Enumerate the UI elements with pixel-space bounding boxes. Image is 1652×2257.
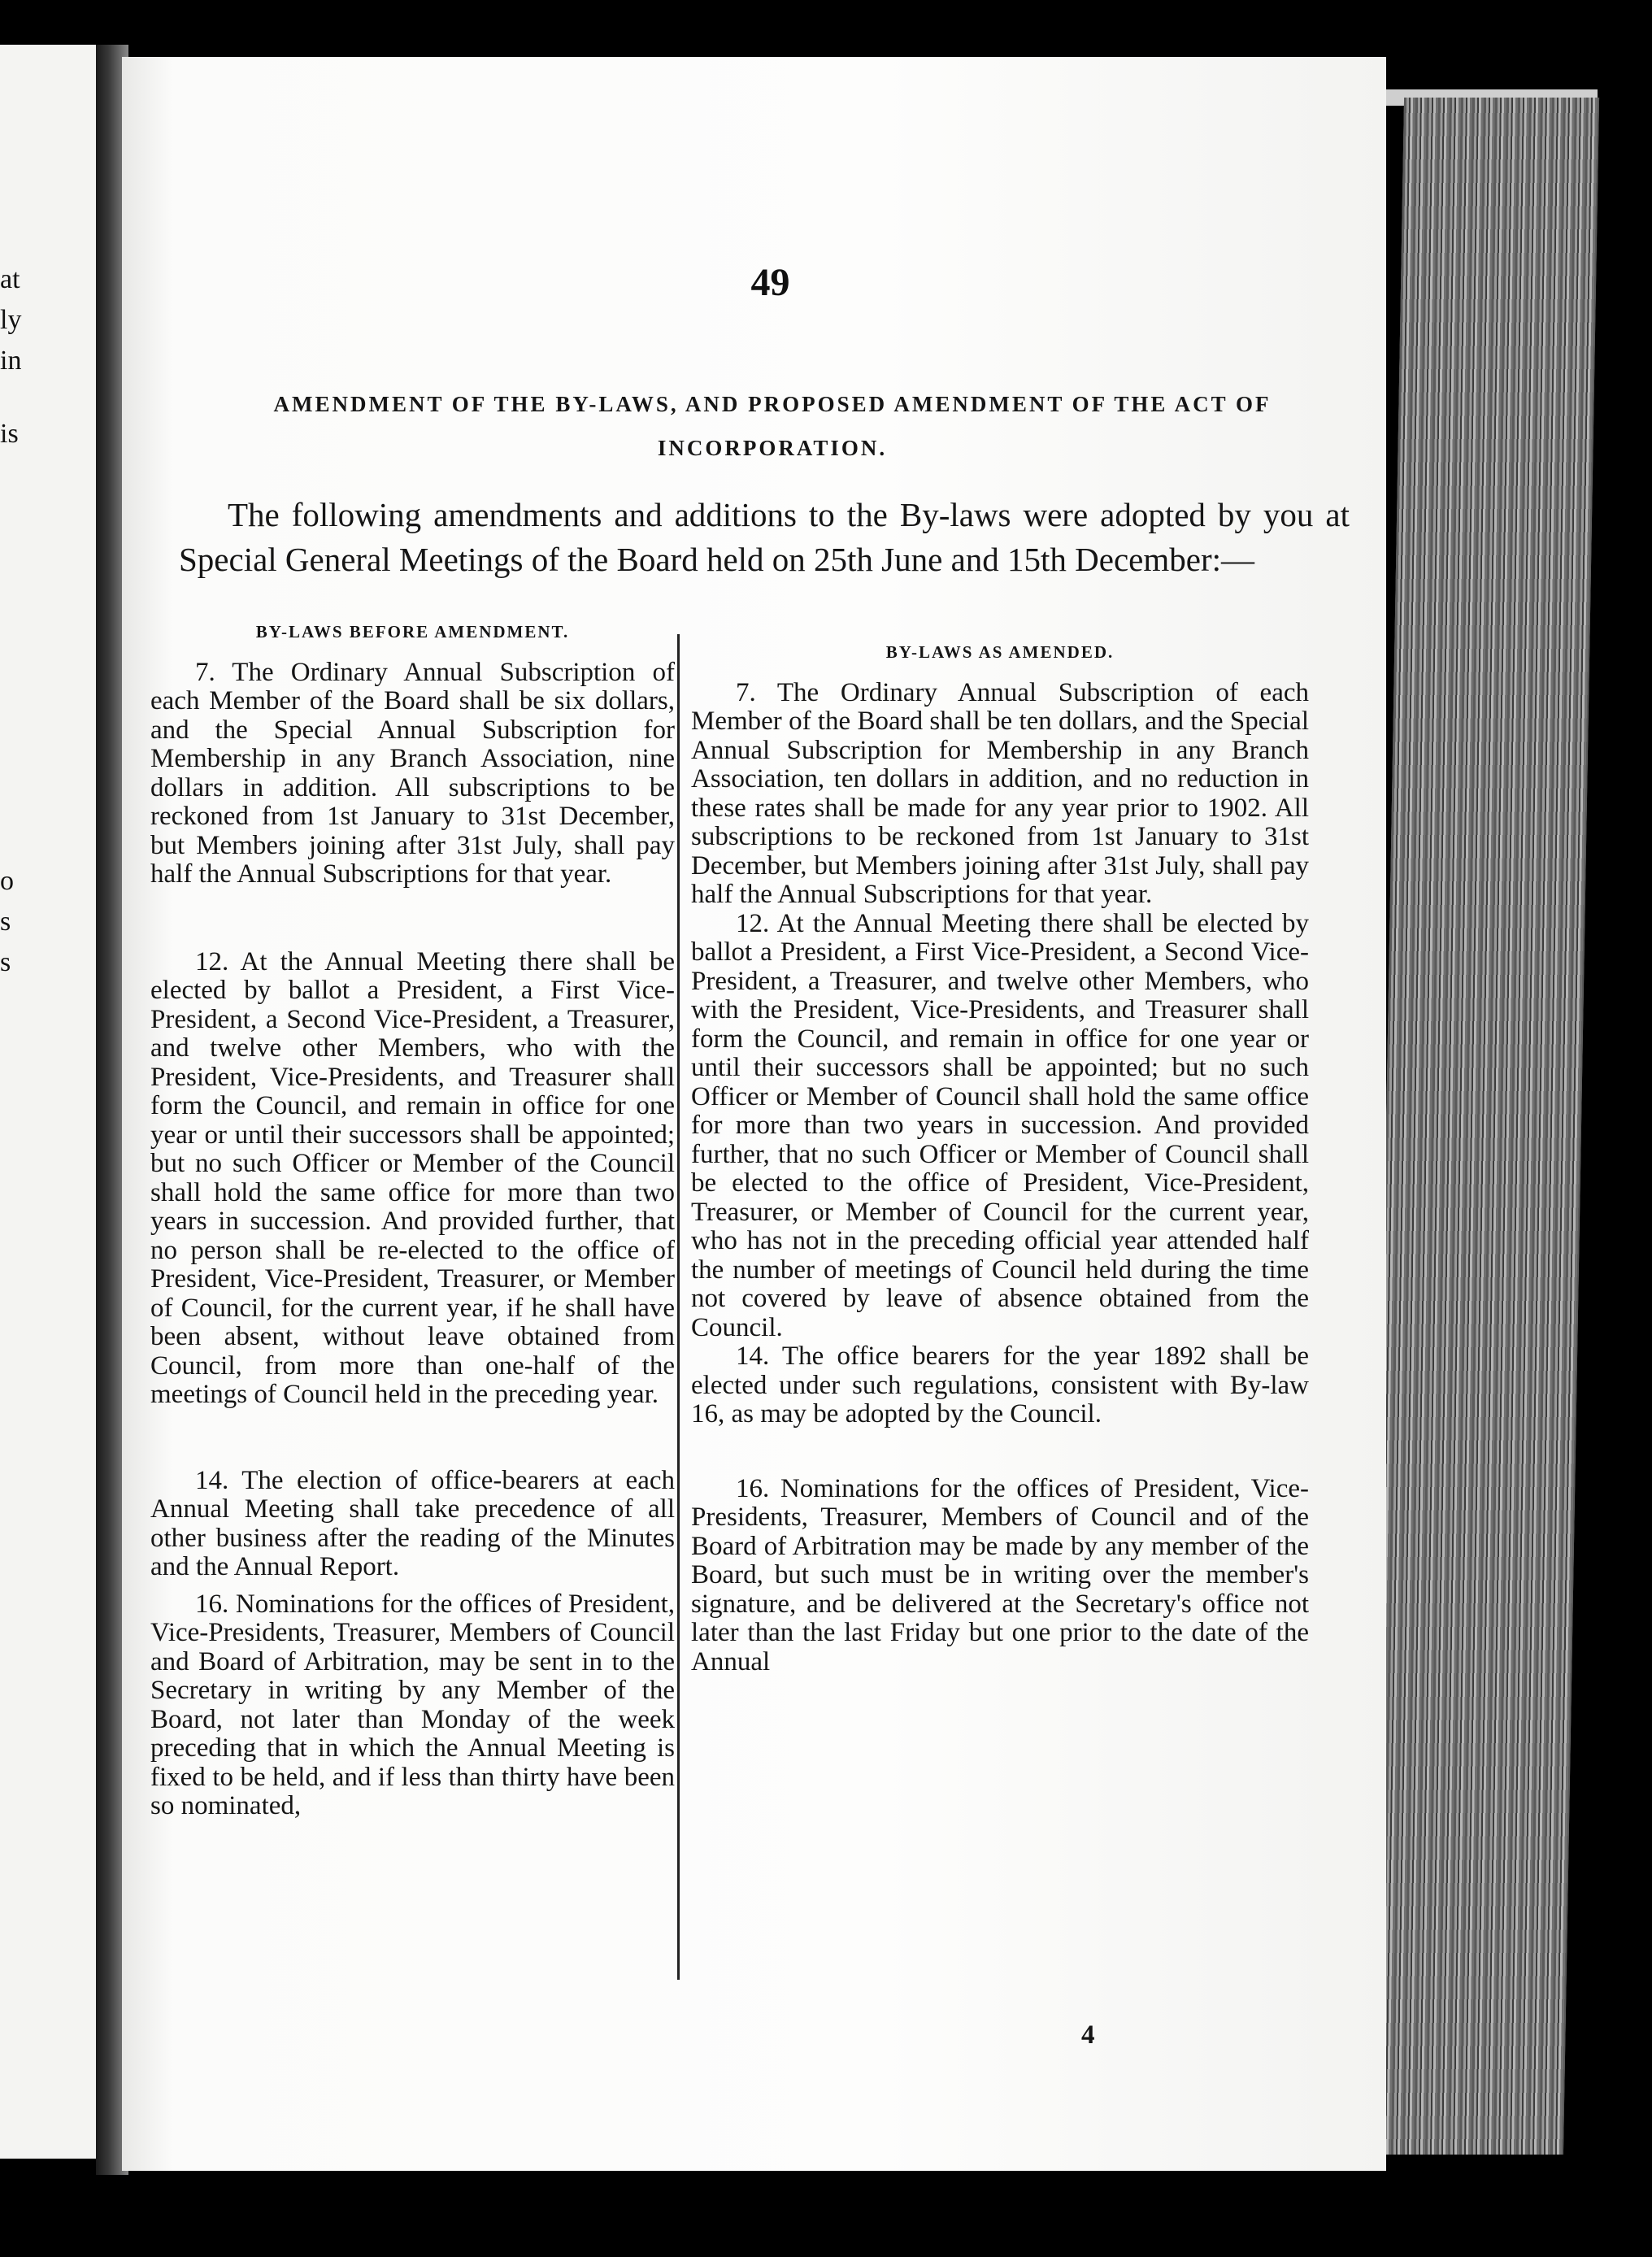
- column-title-amended: BY-LAWS AS AMENDED.: [885, 642, 1115, 662]
- signature-mark: 4: [1081, 2020, 1095, 2050]
- section-heading: AMENDMENT OF THE BY-LAWS, AND PROPOSED AMENDMENT OF THE ACT OF INCORPORATION.: [273, 392, 1272, 460]
- bylaw-14-amended: 14. The office bearers for the year 1892 shall be elected under such regulations, consistent with By-law 16, as may be adopted by the Council.: [691, 1342, 1309, 1429]
- previous-page-fragment: is: [0, 419, 19, 449]
- intro-paragraph: The following amendments and additions to the By-laws were adopted by you at Special General Meetings of the Board held on 25th June and 15th December:—: [179, 496, 1350, 578]
- bylaw-12-amended: 12. At the Annual Meeting there shall be elected by ballot a President, a First Vice-President, a Second Vice-President, a Treasurer, and twelve other Members, who with the President, Vice-Presidents, and Treasurer shall form the Council, and remain in office for one year or until their successors shall be appointed; but no such Officer or Member of Council shall hold the same office for more than two years in succession. And provided further, that no such Officer or Member of Council shall be elected to the office of President, Vice-President, Treasurer, or Member of Council for the current year, who has not in the preceding official year attended half the number of meetings of Council held during the time not covered by leave of absence obtained from the Council.: [691, 908, 1309, 1342]
- column-before-amendment: [150, 618, 675, 1821]
- column-divider: [677, 634, 680, 1980]
- bylaw-16-amended: 16. Nominations for the offices of President, Vice-Presidents, Treasurer, Members of Council and of the Board of Arbitration may be made by any member of the Board, but such must be in writing over the member's signature, and be delivered at the Secretary's office not later than the last Friday but one prior to the date of the Annual: [691, 1473, 1309, 1676]
- page-block-edge: [1368, 98, 1599, 2155]
- document-page: [122, 57, 1386, 2171]
- previous-page-fragment: in: [0, 346, 22, 376]
- previous-page-fragment: o: [0, 866, 14, 896]
- previous-page-fragment: s: [0, 947, 11, 977]
- bylaw-12-before: 12. At the Annual Meeting there shall be elected by ballot a President, a First Vice-President, a Second Vice-President, a Treasurer, and twelve other Members, who with the President, Vice-Presidents, and Treasurer shall form the Council, and remain in office for one year or until their successors shall be appointed; but no such Officer or Member of the Council shall hold the same office for more than two years in succession. And provided further, that no person shall be re-elected to the office of President, Vice-President, Treasurer, or Member of Council, for the current year, if he shall have been absent, without leave obtained from Council, from more than one-half of the meetings of Council held in the preceding year.: [150, 946, 675, 1409]
- bylaw-16-before: 16. Nominations for the offices of President, Vice-Presidents, Treasurer, Members of Council and Board of Arbitration, may be sent in to the Secretary in writing by any Member of the Board, not later than Monday of the week preceding that in which the Annual Meeting is fixed to be held, and if less than thirty have been so nominated,: [150, 1589, 675, 1820]
- previous-page-edge: [0, 45, 96, 2159]
- bylaw-14-before: 14. The election of office-bearers at each Annual Meeting shall take precedence of all other business after the reading of the Minutes and the Annual Report.: [150, 1465, 675, 1581]
- column-title-before: BY-LAWS BEFORE AMENDMENT.: [255, 622, 570, 641]
- previous-page-fragment: at: [0, 264, 20, 294]
- page-number: 49: [750, 261, 790, 304]
- bylaw-7-before: 7. The Ordinary Annual Subscription of each Member of the Board shall be six dollars, and the Special Annual Subscription for Membership in any Branch Association, nine dollars in addition. All subscriptions to be reckoned from 1st January to 31st December, but Members joining after 31st July, shall pay half the Annual Subscriptions for that year.: [150, 657, 675, 889]
- bylaw-7-amended: 7. The Ordinary Annual Subscription of each Member of the Board shall be ten dollars, and the Special Annual Subscription for Membership in any Branch Association, ten dollars in addition, and no reduction in these rates shall be made for any year prior to 1902. All subscriptions to be reckoned from 1st January to 31st December, but Members joining after 31st July, shall pay half the Annual Subscriptions for that year.: [691, 677, 1309, 909]
- previous-page-fragment: ly: [0, 305, 22, 335]
- previous-page-fragment: s: [0, 907, 11, 937]
- column-as-amended: [691, 638, 1309, 1676]
